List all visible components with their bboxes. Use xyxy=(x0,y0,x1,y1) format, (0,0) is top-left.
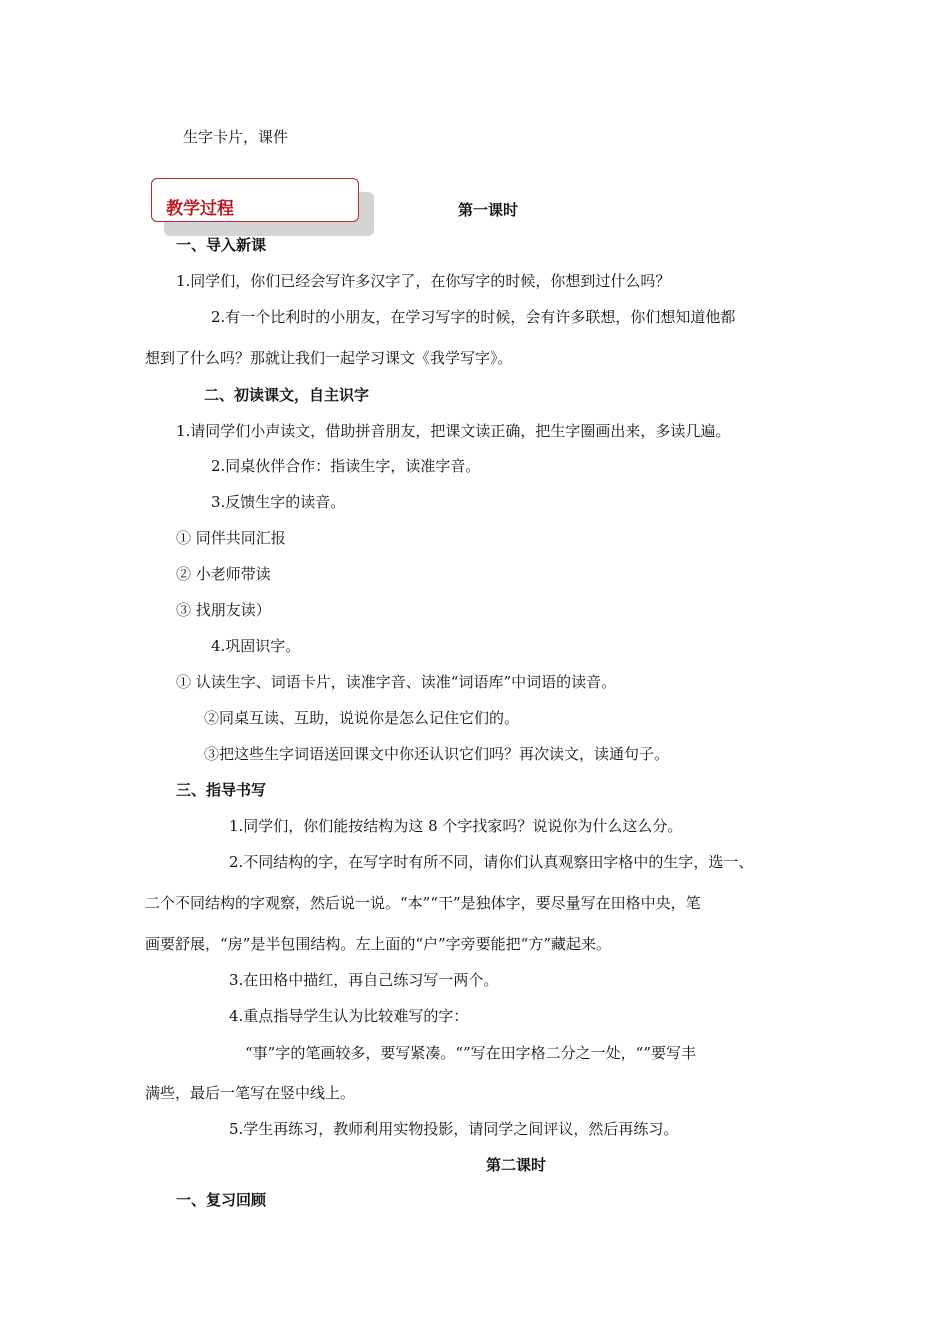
lesson1-sec2-p3: 3.反馈生字的读音。 xyxy=(211,493,346,511)
lesson1-sec2-p4: 4.巩固识字。 xyxy=(211,637,301,655)
lesson2-sec1-heading: 一、复习回顾 xyxy=(176,1191,267,1209)
section-badge xyxy=(151,178,359,222)
lesson1-sec2-d1: ① 认读生字、词语卡片，读准字音、读准“词语库”中词语的读音。 xyxy=(176,673,617,691)
lesson1-sec3-p2a: 2.不同结构的字，在写字时有所不同，请你们认真观察田字格中的生字，选一、 xyxy=(229,853,754,871)
lesson1-sec1-p2b: 想到了什么吗？那就让我们一起学习课文《我学写字》。 xyxy=(145,349,513,367)
lesson1-sec2-c1: ① 同伴共同汇报 xyxy=(176,529,286,547)
lesson1-sec3-heading: 三、指导书写 xyxy=(176,781,267,799)
lesson1-sec1-p2a: 2.有一个比利时的小朋友，在学习写字的时候，会有许多联想，你们想知道他都 xyxy=(211,308,736,326)
lesson1-sec3-p5: 5.学生再练习，教师利用实物投影，请同学之间评议，然后再练习。 xyxy=(229,1120,679,1138)
lesson1-sec2-d3: ③把这些生字词语送回课文中你还认识它们吗？再次读文，读通句子。 xyxy=(204,745,670,763)
materials-line: 生字卡片，课件 xyxy=(183,128,289,146)
lesson1-sec2-d2: ②同桌互读、互助，说说你是怎么记住它们的。 xyxy=(204,709,520,727)
lesson1-sec1-heading: 一、导入新课 xyxy=(176,236,267,254)
lesson1-sec3-p1: 1.同学们，你们能按结构为这 8 个字找家吗？说说你为什么这么分。 xyxy=(229,817,683,835)
lesson1-sec2-heading: 二、初读课文，自主识字 xyxy=(204,386,370,404)
section-badge-label: 教学过程 xyxy=(166,199,234,219)
lesson2-title: 第二课时 xyxy=(486,1156,547,1174)
lesson1-sec1-p1: 1.同学们，你们已经会写许多汉字了，在你写字的时候，你想到过什么吗？ xyxy=(176,272,671,290)
lesson1-sec2-c3: ③ 找朋友读） xyxy=(176,601,271,619)
lesson1-title: 第一课时 xyxy=(458,201,519,219)
lesson1-sec3-p2c: 画要舒展，“房”是半包围结构。左上面的“户”字旁要能把“方”藏起来。 xyxy=(145,935,612,953)
lesson1-sec2-p1: 1.请同学们小声读文，借助拼音朋友，把课文读正确，把生字圈画出来，多读几遍。 xyxy=(176,422,731,440)
lesson1-sec3-p3: 3.在田格中描红，再自己练习写一两个。 xyxy=(229,971,499,989)
lesson1-sec3-p4a: “事”字的笔画较多，要写紧凑。“”写在田字格二分之一处，“”要写丰 xyxy=(245,1044,697,1062)
lesson1-sec2-c2: ② 小老师带读 xyxy=(176,565,271,583)
lesson1-sec3-p4: 4.重点指导学生认为比较难写的字： xyxy=(229,1007,469,1025)
lesson1-sec2-p2: 2.同桌伙伴合作：指读生字，读准字音。 xyxy=(211,457,481,475)
lesson1-sec3-p4b: 满些，最后一笔写在竖中线上。 xyxy=(145,1084,356,1102)
lesson1-sec3-p2b: 二个不同结构的字观察，然后说一说。“本”“干”是独体字，要尽量写在田格中央，笔 xyxy=(145,894,701,912)
